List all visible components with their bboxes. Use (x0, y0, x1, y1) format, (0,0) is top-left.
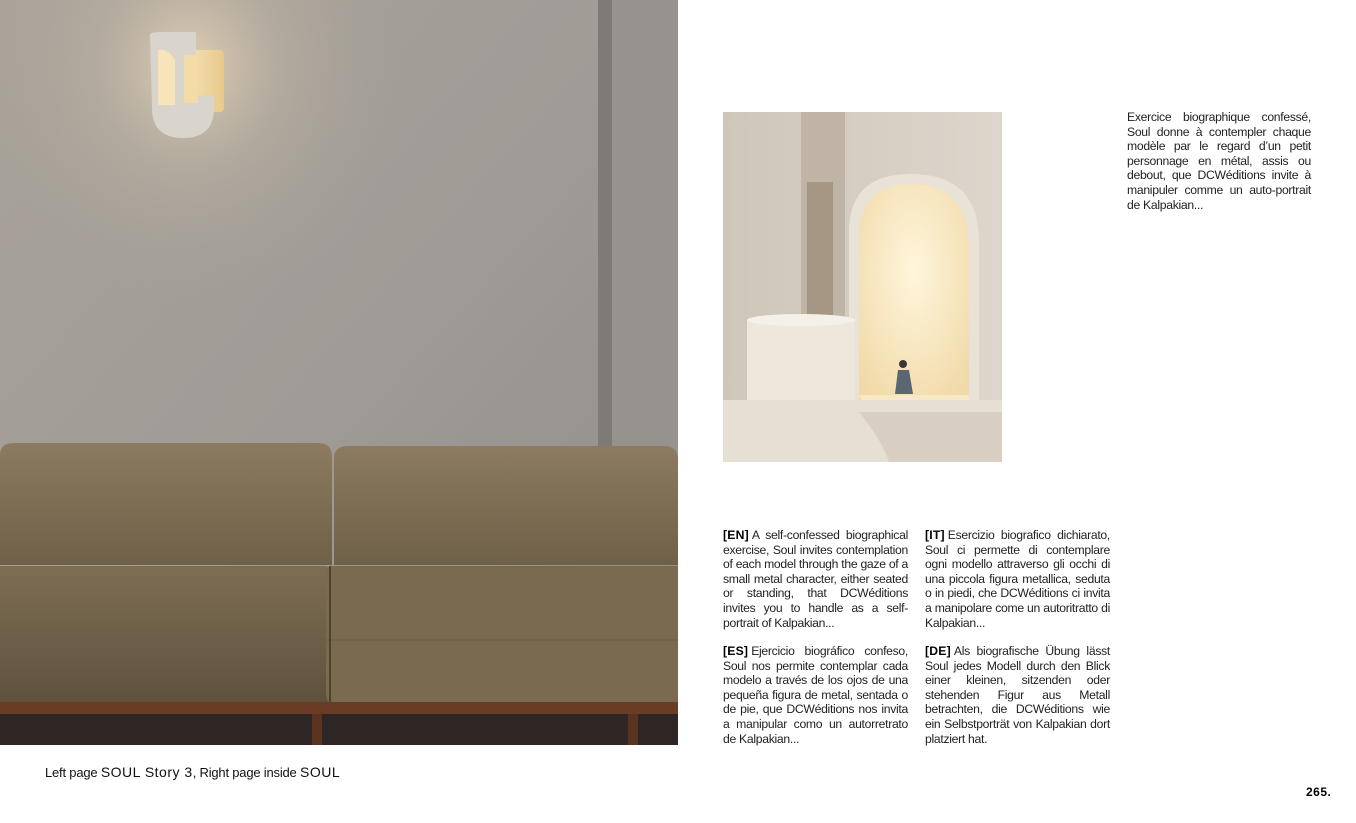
page-number: 265. (1306, 785, 1332, 799)
translation-it-tag: [IT] (925, 528, 945, 542)
photo-caption (45, 764, 340, 780)
french-paragraph: Exercice biographique confessé, Soul donne à contempler chaque modèle par le regard d’un petit personnage en métal, assis ou debout, que DCWéditions invite à manipuler comme un auto-portrait de Kalpakian... (1127, 110, 1311, 212)
translation-de (925, 644, 1110, 746)
sofa-wall-lamp-image (0, 0, 678, 745)
translation-it-text: Esercizio biografico dichiarato, Soul ci permette di contemplare ogni modello attraverso gli occhi di una piccola figura metallica, seduta o in piedi, che DCWéditions ci invita a manipolare come un autoritratto di Kalpakian... (925, 528, 1110, 630)
translation-en-tag: [EN] (723, 528, 749, 542)
translation-it (925, 528, 1110, 630)
caption-left-title: SOUL Story 3 (100, 764, 193, 780)
translation-es-tag: [ES] (723, 644, 749, 658)
translation-en (723, 528, 908, 630)
translation-es-text: Ejercicio biográfico confeso, Soul nos permite contemplar cada modelo a través de los ojos de una pequeña figura de metal, sentada o de pie, que DCWéditions nos invita a manipular como un autorretrato de Kalpakian... (723, 644, 908, 746)
translation-en-text: A self-confessed biographical exercise, Soul invites contemplation of each model through the gaze of a small metal character, either seated or standing, that DCWéditions invites you to handle as a self-portrait of Kalpakian... (723, 528, 908, 630)
sofa (0, 443, 678, 745)
right-page-photo (723, 112, 1002, 462)
niche-figurine-image (723, 112, 1002, 462)
translation-de-text: Als biografische Übung lässt Soul jedes Modell durch den Blick einer kleinen, sitzenden oder stehenden Figur aus Metall betrachten, die DCWéditions wie ein Selbstporträt von Kalpakian dort platziert hat. (925, 644, 1110, 746)
caption-prefix: Left page (45, 765, 101, 780)
translation-es (723, 644, 908, 746)
caption-middle: , Right page inside (192, 765, 300, 780)
translation-de-tag: [DE] (925, 644, 951, 658)
caption-right-title: SOUL (299, 764, 341, 780)
left-page-photo (0, 0, 678, 745)
